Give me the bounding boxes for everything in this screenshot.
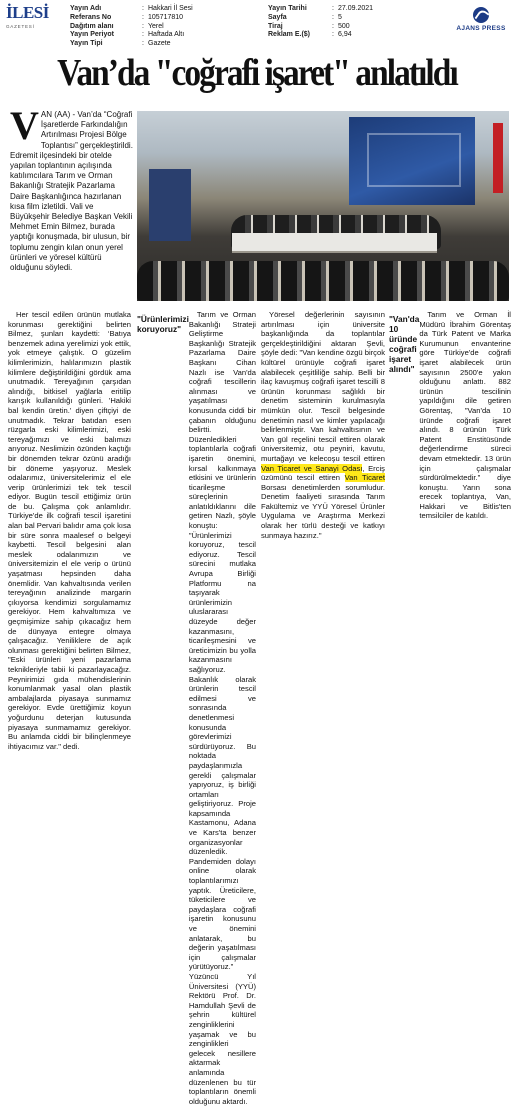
meta-row: Yayın Periyot : Haftada Altı [70, 31, 185, 39]
article-column-2 [137, 310, 256, 1106]
body-paragraph: Her tescil edilen ürünün mutlaka korunması gerektiğini belirten Bilmez, şunları kaydetti: ‘Batıya benzemek adına yerelimizi yok ettik, yok etmeye çalıştık. O güzelim kilimlerimizin, halılarımızın plastik kilimlere değiştirildiğini gördük ama unutmadık. Tereyağının çarşıdan alındığı, bitkisel yağlarla eritilip karışık kullanıldığı günleri. 'Hakiki bal kendin üretin.' diyen çiftçiyi de unutmadık. Tekrar batıdan esen rüzgarla eski kilimlerimizi, eski tereyağımızı ve eski balımızı arıyoruz. Neslimizin özünden kaçtığı bir dönemden tekrar özünü aradığı bir döneme yaşıyoruz. Meslek odalarımız, üniversitelerimiz el ele verip ürünlerimizi tek tek tescil ediyor. Bugün tescil ettiğimiz ürün de bu. Çalışma çok anlamlıdır. Türkiye'de ilk coğrafi tescil işaretini alan bal Pervari balıdır ama çok kısa bir süre sonra maalesef o belgeyi kaybetti. Tescil belgesini alan meslek odalarımızın ve üniversitemizin el ele verip o ürünü yaşatması hepsinden daha önemlidir. Van kahvaltısında verilen tereyağının analizinde margarin çıkıyorsa kendimizi sorgulamamız gerekiyor. Hem kahvaltımıza ve geçmişimize sahip çıkacağız hem de dünyaya entegre olmaya çalışacağız. Yeniliklere de açık olunması gerektiğini belirten Bilmez, "Eski ürünleri yeni pazarlama teknikleriyle tabii ki pazarlayacağız. Peynirimizi gıda mühendislerinin konumlanmak yasal olan plastik ambalajlarda piyasaya sunmamız gerekiyor. Evde ürettiğimiz koyun yoğurdunu deterjan kutusunda piyasaya sunmamamız gerekiyor. Bu anlamda ciddi bir bilinçlenmeye ihtiyacımız var." dedi. [8, 310, 131, 751]
publication-meta-left [70, 5, 193, 49]
panel-table [232, 233, 437, 251]
lead-text: AN (AA) - Van’da “Coğrafi İşaretlerde Farkındalığın Artırılması Projesi Bölge Toplantısı” gerçekleştirildi. Edremit ilçesindeki bir otelde yapılan toplantının açılışında katılımcılara Tarım ve Orman Bakanlığı Stratejik Pazarlama Daire Başkanlığınca hazırlanan kısa film izletildi. Vali ve Büyükşehir Belediye Başkan Vekili Mehmet Emin Bilmez, burada yaptığı konuşmada, bir ulusun, bir toplumu zengin kılan onun yerel ürünleri ve yöresel kültürü olduğunu söyledi. [10, 110, 133, 273]
highlighted-text: Van Ticaret ve Sanayi Odası [261, 463, 363, 473]
meta-row: Yayın Tarihi : 27.09.2021 [268, 5, 374, 12]
subheading: "Ürünlerimizi koruyoruz" [137, 314, 189, 334]
agency-logo [452, 7, 510, 32]
article-lead [10, 103, 133, 273]
meta-row: Yayın Tipi : Gazete [70, 40, 171, 48]
body-text: Yöresel değerlerinin sayısının artırılması için üniversite başkanlığında da toplantılar gerçekleştirildiğini aktaran Şevli, şöyle dedi: "Van kendine özgü birçok kültürel ürünüyle coğrafi işaret alabilecek çeşitliliğe sahip. Belli bir ilaç kavuşmuş coğrafi işaret tescilli 8 ürünün korunması sağlıklı bir denetim sisteminin kurulmasıyla mümkün olur. Tescil belgesinde denetimin nasıl ve kimler yapılacağı belirlenmiştir. Van kahvaltısının ve Van gül reçelini tescil ettiren olarak üniversitemiz, otu peyniri, kavutu, murtağayı ve kelecoşu tescil ettiren [261, 310, 385, 463]
article-column-3 [261, 310, 385, 648]
body-paragraph [261, 310, 385, 648]
meta-row: Sayfa : 5 [268, 13, 342, 21]
publication-meta-right [268, 5, 373, 40]
projection-screen [349, 117, 475, 205]
drop-cap: V [10, 103, 39, 148]
body-paragraph: Tarım ve Orman Bakanlığı Strateji Geliştirme Başkanlığı Stratejik Pazarlama Daire Başkanı Cihan Nazlı ise Van'da coğrafi tescillerin alınması ve yaşatılması konusunda ciddi bir çabanın olduğunu belirtti. Düzenledikleri toplantılarla coğrafi işaretin önemini, kırsal kalkınmaya etkisini ve ürünlerin ticarileşme süreçlerinin anlatıldıklarını dile getiren Nazlı, şöyle konuştu: "Ürünlerimizi koruyoruz, tescil ediyoruz. Tescil sürecini mutlaka Avrupa Birliği Platformu na taşıyarak ürünlerimizin uluslararası düzeyde değer kazanmasını, ticarileşmesini ve üreticimizin bu yolla kazanmasını sağlıyoruz. Bakanlık olarak ürünlerin tescil edilmesi ve sonrasında denetlenmesi konusunda görevlerimizi sürdürüyoruz. Bu noktada paydaşlarımızla gerekli çalışmalar yapıyoruz, iş birliği ortamları geliştiriyoruz. Proje kapsamında Kastamonu, Adana ve Kars'ta benzer organizasyonlar düzenledik. Pandemiden dolayı online olarak toplantılarımızı yaptık. Üreticilere, tüketicilere ve paydaşlara coğrafi işaretin konusunu ve önemini anlatarak, bu değerin yaşatılması için çalışmalar yürütüyoruz." Yüzüncü Yıl Üniversitesi (YYÜ) Rektörü Prof. Dr. Hamdullah Şevli de şehrin kültürel zenginliklerini yaşamak ve bu zenginlikleri gelecek nesillere aktarmak anlamında düzenlenen bu tür toplantıların önemli olduğunu aktardı. [188, 310, 256, 1106]
article-column-1 [8, 310, 131, 751]
article-column-4 [389, 310, 511, 648]
body-text: , Erciş üzümünü tescil ettiren [261, 463, 385, 483]
flag [493, 123, 503, 193]
meta-row: Dağıtım alanı : Yerel [70, 22, 164, 30]
meta-row: Tiraj : 500 [268, 22, 350, 30]
logo-text: İLESİ [6, 3, 49, 22]
agency-mark-icon [473, 7, 489, 23]
agency-name: AJANS PRESS [456, 25, 506, 32]
meta-row: Referans No : 105717810 [70, 13, 184, 21]
meta-row: Yayın Adı : Hakkari İl Sesi [70, 5, 193, 12]
meta-row: Reklam E.($) : 6,94 [268, 31, 352, 39]
body-text: Borsası denetimlerden sorumludur. Denetim faaliyeti sırasında Tarım Fakültemiz ve YYÜ Yöresel Ürünler Uygulama ve Araştırma Merkezi olarak her türlü desteği ve katkıyı sunmaya hazırız." [261, 482, 385, 540]
subheading: "Van'da 10 üründe coğrafi işaret alındı" [389, 314, 420, 374]
newspaper-logo [6, 4, 68, 34]
highlighted-text: Van Ticaret [344, 473, 385, 483]
meeting-photo [137, 111, 509, 301]
logo-subtext: GAZETESİ [6, 24, 35, 29]
podium [149, 169, 191, 241]
body-paragraph: Tarım ve Orman İl Müdürü İbrahim Görentaş da Türk Patent ve Marka Kurumunun envanterine göre Türkiye'de coğrafi işaret alabilecek ürün sayısının 2500'e yakın olduğunu anlattı. 882 ürünün tescilinin yapıldığını dile getiren Görentaş, "Van'da 10 üründe coğrafi işaret alındı. 8 ürünün Türk Patent Enstitüsünde değerlendirme süreci devam etmektedir. 13 ürün için çalışmalar sürdürülmektedir." diye konuştu. Yarın sona erecek toplantıya, Van, Hakkari ve Bitlis'ten temsilciler de katıldı. [419, 310, 511, 521]
audience-row [137, 261, 509, 301]
article-headline: Van’da "coğrafi işaret" anlatıldı [57, 52, 457, 94]
